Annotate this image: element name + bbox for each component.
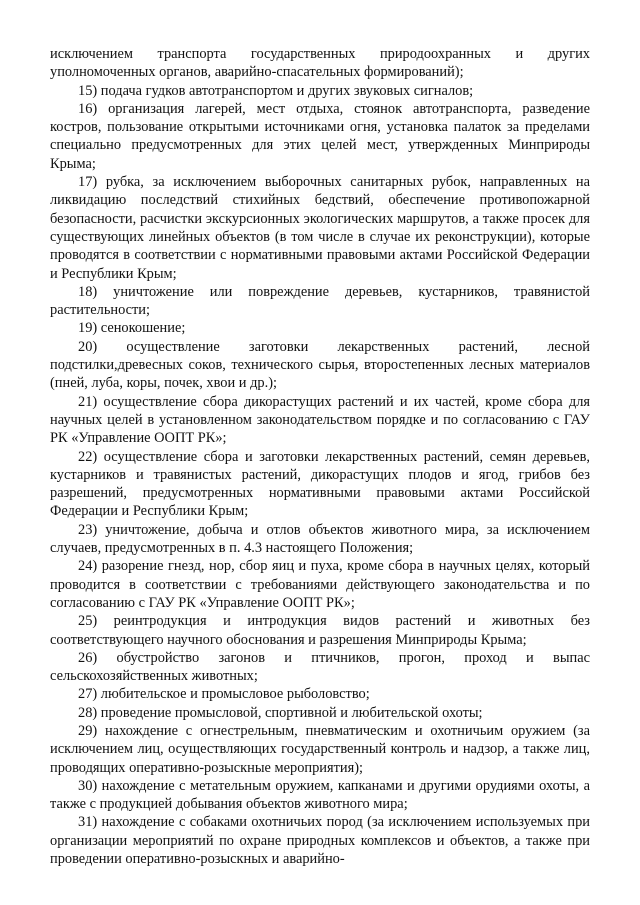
paragraph-item-22: 22) осуществление сбора и заготовки лекарственных растений, семян деревьев, кустарников и травянистых растений, дикорастущих плодов и ягод, грибов без разрешений, предусмотренных нормативными правовыми актами Российской Федерации и Республики Крым; — [50, 448, 590, 520]
paragraph-item-20: 20) осуществление заготовки лекарственных растений, лесной подстилки,древесных соков, технического сырья, второстепенных лесных материалов (пней, луба, коры, почек, хвои и др.); — [50, 338, 590, 392]
paragraph-item-16: 16) организация лагерей, мест отдыха, стоянок автотранспорта, разведение костров, пользование открытыми источниками огня, установка палаток за пределами специально предусмотренных для этих целей мест, утвержденных Минприроды Крыма; — [50, 100, 590, 172]
paragraph-item-30: 30) нахождение с метательным оружием, капканами и другими орудиями охоты, а также с продукцией добывания объектов животного мира; — [50, 777, 590, 813]
paragraph-item-28: 28) проведение промысловой, спортивной и любительской охоты; — [78, 704, 483, 721]
paragraph-continuation: исключением транспорта государственных природоохранных и других уполномоченных органов, аварийно-спасательных формирований); — [50, 46, 590, 81]
paragraph-item-18: 18) уничтожение или повреждение деревьев, кустарников, травянистой растительности; — [50, 283, 590, 319]
paragraph-item-31: 31) нахождение с собаками охотничьих пород (за исключением используемых при организации мероприятий по охране природных комплексов и объектов, а также при проведении оперативно-розыскных и аварийно- — [50, 814, 590, 868]
paragraph-item-19: 19) сенокошение; — [78, 320, 186, 337]
paragraph-item-15: 15) подача гудков автотранспортом и других звуковых сигналов; — [78, 82, 474, 99]
paragraph-item-23: 23) уничтожение, добыча и отлов объектов животного мира, за исключением случаев, предусмотренных в п. 4.3 настоящего Положения; — [50, 521, 590, 557]
document-page — [50, 45, 590, 868]
paragraph-item-21: 21) осуществление сбора дикорастущих растений и их частей, кроме сбора для научных целей в установленном законодательством порядке и по согласованию с ГАУ РК «Управление ООПТ РК»; — [50, 393, 590, 447]
paragraph-item-27: 27) любительское и промысловое рыболовство; — [78, 686, 370, 703]
paragraph-item-25: 25) реинтродукция и интродукция видов растений и животных без соответствующего научного обоснования и разрешения Минприроды Крыма; — [50, 613, 590, 648]
paragraph-item-24: 24) разорение гнезд, нор, сбор яиц и пуха, кроме сбора в научных целях, который проводится в соответствии с требованиями действующего законодательства и по согласованию с ГАУ РК «Управление ООПТ РК»; — [50, 558, 590, 611]
paragraph-item-29: 29) нахождение с огнестрельным, пневматическим и охотничьим оружием (за исключением лиц, осуществляющих государственный контроль и надзор, а также лиц, проводящих оперативно-розыскные мероприятия); — [50, 722, 590, 776]
paragraph-item-26: 26) обустройство загонов и птичников, прогон, проход и выпас сельскохозяйственных животных; — [50, 649, 590, 685]
paragraph-item-17: 17) рубка, за исключением выборочных санитарных рубок, направленных на ликвидацию последствий стихийных бедствий, обеспечение противопожарной безопасности, расчистки экскурсионных экологических маршрутов, а также просек для существующих линейных объектов (в том числе в случае их реконструкции), которые проводятся в соответствии с нормативными правовыми актами Российской Федерации и Республики Крым; — [50, 174, 590, 282]
